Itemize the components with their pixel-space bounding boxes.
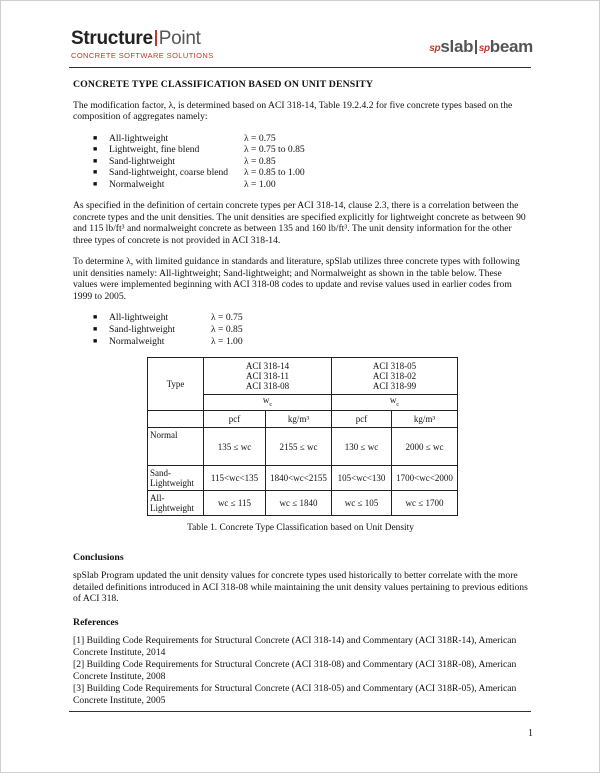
concrete-type-list-spslab <box>73 312 528 347</box>
footer-rule <box>69 711 531 712</box>
reference-item: [1] Building Code Requirements for Structural Concrete (ACI 318-14) and Commentary (ACI 318R-14), American Concrete Institute, 2014 <box>73 635 517 658</box>
list-item: ■ Sand-lightweight λ = 0.85 <box>93 155 276 167</box>
conclusions-paragraph: spSlab Program updated the unit density values for concrete types used historically to better correlate with the more detailed definitions introduced in ACI 318-08 while maintaining the unit density values pertaining to previous editions of ACI 318. <box>73 570 528 605</box>
list-item: ■ Normalweight λ = 1.00 <box>93 335 243 347</box>
logo-structure-text: Structure <box>71 28 153 49</box>
table-row <box>148 466 458 491</box>
references-heading: References <box>73 616 119 628</box>
table-caption: Table 1. Concrete Type Classification based on Unit Density <box>187 523 414 534</box>
type-header: Type <box>148 358 204 411</box>
wc-header-1: $w_c$ <box>204 395 332 411</box>
unit-header: pcf <box>332 411 392 428</box>
density-paragraph: As specified in the definition of certain concrete types per ACI 318-14, clause 2.3, there is a correlation between the concrete types and the unit densities. The unit densities are specified explicitly for lightweight concrete as between 90 and 115 lb/ft³ and normalweight concrete as between 135 and 160 lb/ft³. The unit density information for the other three types of concrete is not provided in ACI 318-14. <box>73 200 526 246</box>
document-body <box>73 79 528 707</box>
page-number: 1 <box>528 728 533 739</box>
wc-header-2: $w_c$ <box>332 395 458 411</box>
table-cell: 105<wc<130 <box>332 466 392 491</box>
table-cell: 115<wc<135 <box>204 466 266 491</box>
list-item: ■ Sand-lightweight, coarse blend λ = 0.85 to 1.00 <box>93 167 305 179</box>
table-cell: 1840<wc<2155 <box>266 466 332 491</box>
table-cell: wc ≤ 115 <box>204 491 266 516</box>
concrete-type-list-aci318-14 <box>73 133 528 191</box>
concrete-type-table <box>147 357 458 516</box>
brand-beam: beam <box>489 37 533 56</box>
table-cell: 2000 ≤ wc <box>392 428 458 466</box>
spslab-spbeam-logo <box>429 37 533 57</box>
row-type: Sand- Lightweight <box>148 466 204 491</box>
row-type: Normal <box>148 428 204 466</box>
table-cell: wc ≤ 1700 <box>392 491 458 516</box>
empty-cell <box>148 411 204 428</box>
logo-separator <box>155 30 157 46</box>
structurepoint-logo <box>71 29 214 60</box>
aci-group-2-header: ACI 318-05 ACI 318-02 ACI 318-99 <box>332 358 458 395</box>
document-title: CONCRETE TYPE CLASSIFICATION BASED ON UNIT DENSITY <box>73 79 374 90</box>
logo-point-text: Point <box>158 28 201 49</box>
unit-header: kg/m³ <box>266 411 332 428</box>
logo-tagline: CONCRETE SOFTWARE SOLUTIONS <box>71 51 214 60</box>
table-cell: wc ≤ 1840 <box>266 491 332 516</box>
table-cell: 2155 ≤ wc <box>266 428 332 466</box>
reference-item: [3] Building Code Requirements for Structural Concrete (ACI 318-05) and Commentary (ACI 318R-05), American Concrete Institute, 2005 <box>73 683 517 706</box>
list-item: ■ All-lightweight λ = 0.75 <box>93 132 276 144</box>
list-item: ■ All-lightweight λ = 0.75 <box>93 312 243 324</box>
list-item: ■ Normalweight λ = 1.00 <box>93 178 276 190</box>
table-row <box>148 491 458 516</box>
table-cell: 135 ≤ wc <box>204 428 266 466</box>
list-item: ■ Sand-lightweight λ = 0.85 <box>93 324 243 336</box>
list-item: ■ Lightweight, fine blend λ = 0.75 to 0.85 <box>93 144 305 156</box>
table-cell: wc ≤ 105 <box>332 491 392 516</box>
table-cell: 130 ≤ wc <box>332 428 392 466</box>
brand-slab: slab <box>440 37 474 56</box>
brand-divider <box>475 40 477 54</box>
reference-item: [2] Building Code Requirements for Structural Concrete (ACI 318-08) and Commentary (ACI 318R-08), American Concrete Institute, 2008 <box>73 659 517 682</box>
table-row <box>148 428 458 466</box>
unit-header: kg/m³ <box>392 411 458 428</box>
row-type: All- Lightweight <box>148 491 204 516</box>
spslab-paragraph: To determine λ, with limited guidance in standards and literature, spSlab utilizes three concrete types with following unit densities namely: All-lightweight; Sand-lightweight; and Normalweight as shown in the table below. These values were implemented beginning with ACI 318-08 codes to update and revise values used in earlier codes from 1999 to 2005. <box>73 256 520 302</box>
conclusions-heading: Conclusions <box>73 551 124 563</box>
unit-header: pcf <box>204 411 266 428</box>
references-list <box>73 635 528 706</box>
brand-sp-prefix-2: sp <box>478 43 490 54</box>
aci-group-1-header: ACI 318-14 ACI 318-11 ACI 318-08 <box>204 358 332 395</box>
intro-paragraph: The modification factor, λ, is determined based on ACI 318-14, Table 19.2.4.2 for five concrete types based on the composition of aggregates namely: <box>73 99 513 122</box>
header-rule <box>69 67 531 68</box>
table-cell: 1700<wc<2000 <box>392 466 458 491</box>
brand-sp-prefix: sp <box>429 43 441 54</box>
